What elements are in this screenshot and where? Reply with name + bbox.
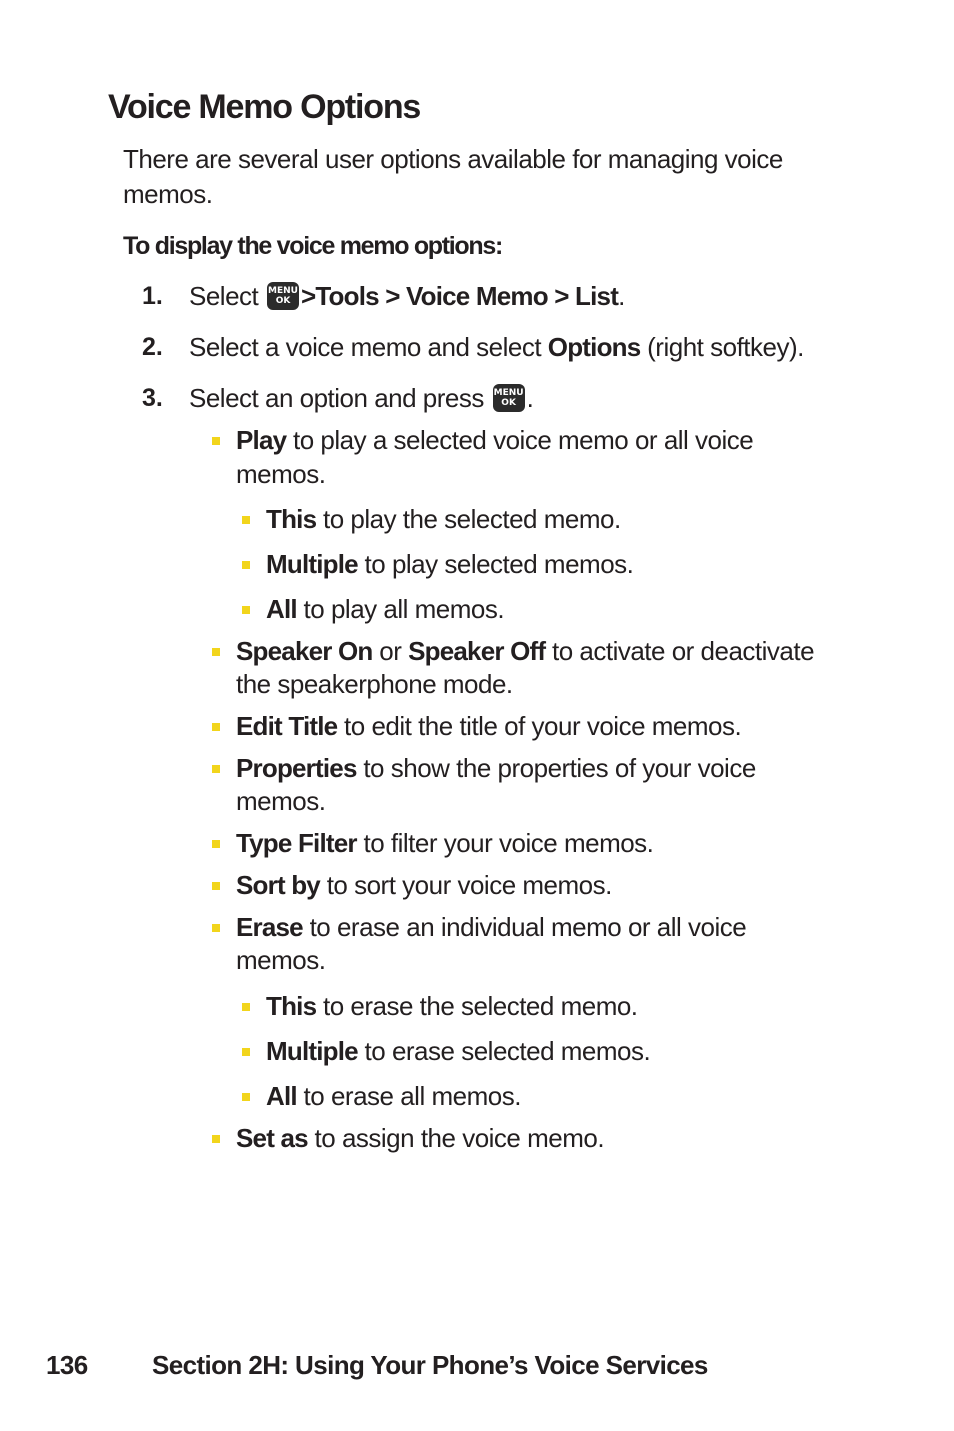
option-play-this: This to play the selected memo. (266, 504, 621, 534)
bullet-icon (242, 1003, 250, 1011)
bullet-icon (212, 648, 220, 656)
step-2-number: 2. (142, 333, 163, 361)
bullet-icon (212, 1135, 220, 1143)
bullet-icon (242, 1048, 250, 1056)
option-erase: Erase to erase an individual memo or all voice (236, 912, 747, 942)
page-number: 136 (46, 1350, 88, 1380)
menu-ok-key-icon: MENU OK (267, 282, 299, 310)
option-erase-this: This to erase the selected memo. (266, 991, 638, 1021)
bullet-icon (212, 437, 220, 445)
option-properties-cont: memos. (236, 786, 326, 816)
bullet-icon (242, 561, 250, 569)
step-1-text (189, 280, 625, 313)
intro-text-line-2: memos. (123, 179, 213, 209)
option-speaker: Speaker On or Speaker Off to activate or deactivate (236, 636, 815, 666)
option-play-multiple: Multiple to play selected memos. (266, 549, 634, 579)
bullet-icon (212, 765, 220, 773)
menu-ok-key-icon: MENU OK (493, 384, 525, 412)
step-1-post: . (618, 281, 625, 311)
option-properties: Properties to show the properties of your voice (236, 753, 756, 783)
step-3-text: Select an option and press MENU OK . (189, 383, 534, 413)
bullet-icon (242, 606, 250, 614)
step-1-menu-path: >Tools > Voice Memo > List (301, 281, 619, 311)
procedure-heading: To display the voice memo options: (123, 232, 503, 260)
section-title: Section 2H: Using Your Phone’s Voice Services (152, 1350, 708, 1380)
step-1-pre: Select (189, 281, 259, 311)
bullet-icon (212, 924, 220, 932)
option-play-cont: memos. (236, 459, 326, 489)
option-erase-multiple: Multiple to erase selected memos. (266, 1036, 651, 1066)
option-erase-all: All to erase all memos. (266, 1081, 521, 1111)
bullet-icon (212, 840, 220, 848)
step-2-text: Select a voice memo and select Options (right softkey). (189, 332, 804, 362)
page-title: Voice Memo Options (108, 88, 421, 126)
option-play: Play to play a selected voice memo or all voice (236, 425, 754, 455)
option-set-as: Set as to assign the voice memo. (236, 1123, 605, 1153)
option-sort-by: Sort by to sort your voice memos. (236, 870, 612, 900)
step-3-number: 3. (142, 384, 163, 412)
option-speaker-cont: the speakerphone mode. (236, 669, 513, 699)
bullet-icon (242, 1093, 250, 1101)
option-play-all: All to play all memos. (266, 594, 505, 624)
bullet-icon (242, 516, 250, 524)
option-erase-cont: memos. (236, 945, 326, 975)
option-edit-title: Edit Title to edit the title of your voice memos. (236, 711, 742, 741)
options-softkey-label: Options (547, 332, 641, 362)
bullet-icon (212, 723, 220, 731)
intro-text-line-1: There are several user options available for managing voice (123, 144, 783, 174)
option-type-filter: Type Filter to filter your voice memos. (236, 828, 654, 858)
bullet-icon (212, 882, 220, 890)
step-1-number: 1. (142, 282, 163, 310)
